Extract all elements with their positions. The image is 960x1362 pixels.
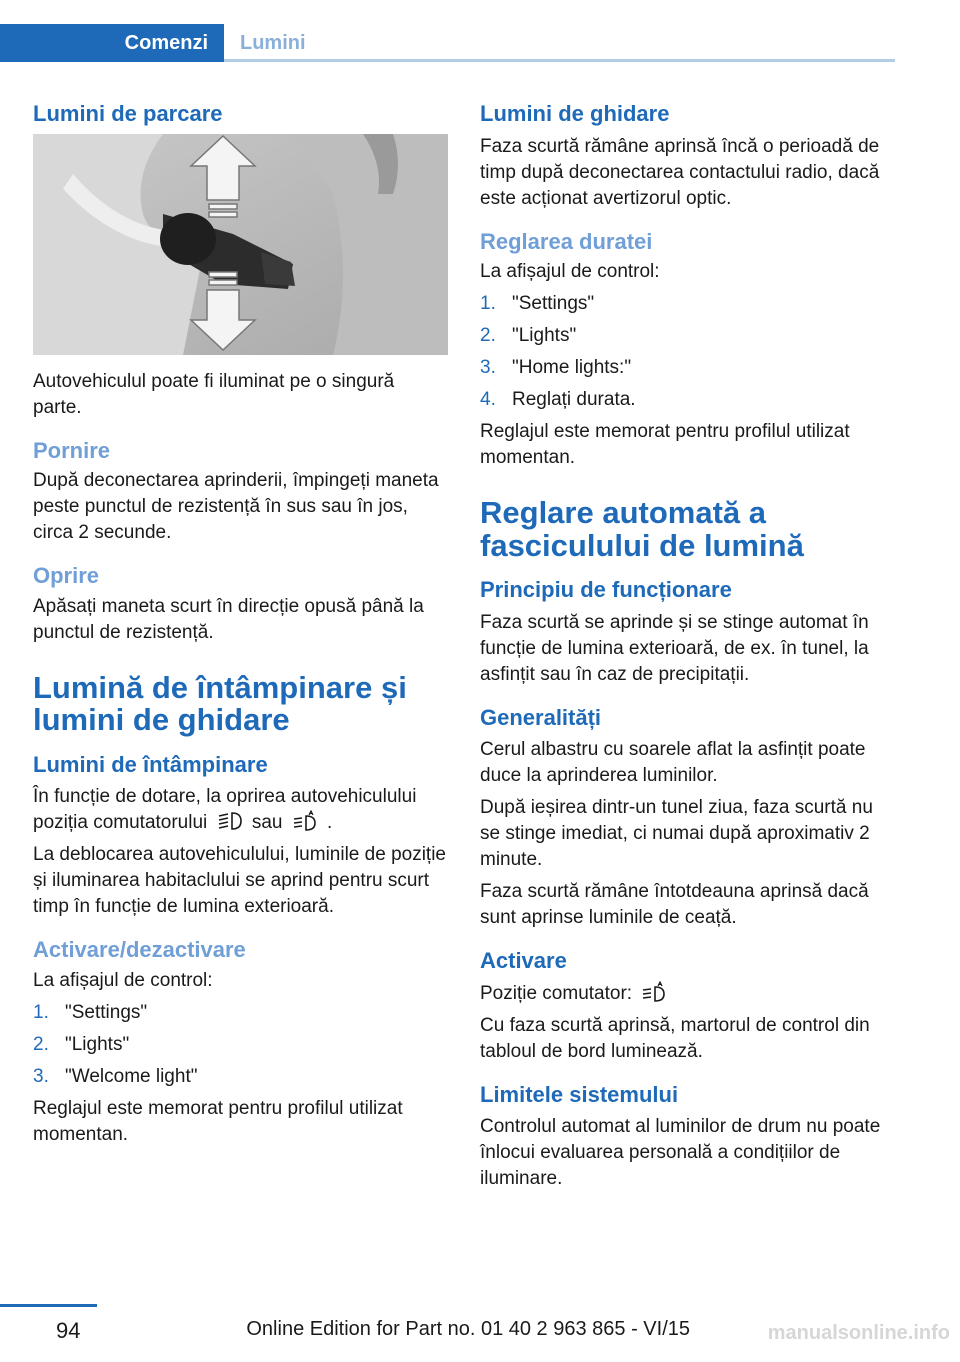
general-text-2: După ieșirea dintr-un tunel ziua, faza scurtă nu se stinge imediat, ci numai după aproximativ 2 minute. — [480, 797, 873, 871]
edition-text: Online Edition for Part no. 01 40 2 963 865 - VI/15 — [246, 1318, 690, 1340]
header-tab-lumini: Lumini — [240, 31, 306, 54]
page-number: 94 — [56, 1318, 81, 1343]
duration-title: Reglarea duratei — [480, 228, 653, 254]
duration-text: La afișajul de control: — [480, 261, 660, 282]
activate-steps-list — [33, 1000, 448, 1090]
activation-text: Poziție comutator: — [480, 981, 890, 1007]
auto-headlight-icon — [641, 981, 667, 1003]
list-item: 4. Reglați durata. — [480, 389, 636, 410]
list-item: 3. "Home lights:" — [480, 357, 632, 378]
right-column — [480, 100, 890, 1198]
header-divider — [224, 59, 895, 62]
limits-title: Limitele sistemului — [480, 1081, 679, 1107]
list-item: 1. "Settings" — [33, 1001, 148, 1023]
list-item: 2. "Lights" — [480, 325, 577, 346]
activation-title: Activare — [480, 948, 567, 974]
welcome-text-2: La deblocarea autovehiculului, luminile de poziție și iluminarea habitaclului se aprind pentru scurt timp în funcție de lumina exterioară. — [33, 844, 446, 918]
parking-lights-title: Lumini de parcare — [33, 101, 223, 126]
principle-title: Principiu de funcționare — [480, 577, 732, 603]
footer-divider — [0, 1304, 97, 1307]
auto-headlight-icon — [292, 810, 318, 832]
parking-text: Autovehiculul poate fi iluminat pe o singură parte. — [33, 370, 395, 418]
on-text: După deconectarea aprinderii, împingeți maneta peste punctul de rezistență în sus sau în jos, circa 2 secunde. — [33, 470, 439, 543]
lever-illustration — [33, 134, 448, 355]
left-column — [33, 100, 448, 1154]
low-beam-icon — [217, 810, 243, 832]
activate-title: Activare/dezactivare — [33, 937, 246, 963]
header-tab-comenzi: Comenzi — [0, 24, 224, 62]
principle-text: Faza scurtă se aprinde și se stinge automat în funcție de lumina exterioară, de ex. în tunel, la asfințit sau în caz de precipitații. — [480, 611, 869, 685]
off-title: Oprire — [33, 563, 100, 588]
general-text-3: Faza scurtă rămâne întotdeauna aprinsă dacă sunt aprinse luminile de ceață. — [480, 881, 869, 929]
welcome-sub-title: Lumini de întâmpinare — [33, 751, 268, 777]
left-saved-text: Reglajul este memorat pentru profilul utilizat momentan. — [33, 1097, 403, 1145]
duration-steps-list — [480, 291, 890, 413]
list-item: 2. "Lights" — [33, 1033, 130, 1055]
on-title: Pornire — [33, 437, 111, 463]
limits-text: Controlul automat al luminilor de drum nu poate înlocui evaluarea personală a condițiilor de iluminare. — [480, 1116, 881, 1190]
activation-text-2: Cu faza scurtă aprinsă, martorul de control din tabloul de bord luminează. — [480, 1014, 870, 1062]
list-item: 1. "Settings" — [480, 293, 595, 314]
activate-text: La afișajul de control: — [33, 969, 213, 991]
general-text-1: Cerul albastru cu soarele aflat la asfințit poate duce la aprinderea luminilor. — [480, 739, 866, 787]
off-text: Apăsați maneta scurt în direcție opusă până la punctul de rezistență. — [33, 595, 424, 643]
watermark: manualsonline.info — [767, 1322, 950, 1344]
list-item: 3. "Welcome light" — [33, 1065, 198, 1087]
right-saved-text: Reglajul este memorat pentru profilul utilizat momentan. — [480, 421, 850, 468]
guide-lights-title: Lumini de ghidare — [480, 101, 670, 126]
general-title: Generalități — [480, 704, 602, 730]
auto-light-main-title: Reglare automată a fasciculului de lumină — [480, 495, 804, 563]
welcome-text-1: În funcție de dotare, la oprirea autovehiculului poziția comutatorului sau . — [33, 786, 417, 834]
page-header — [0, 24, 895, 62]
welcome-main-title: Lumină de întâmpinare și lumini de ghidare — [33, 669, 407, 738]
guide-lights-text: Faza scurtă rămâne aprinsă încă o perioadă de timp după deconectarea contactului radio, dacă este acționat avertizorul optic. — [480, 135, 880, 209]
